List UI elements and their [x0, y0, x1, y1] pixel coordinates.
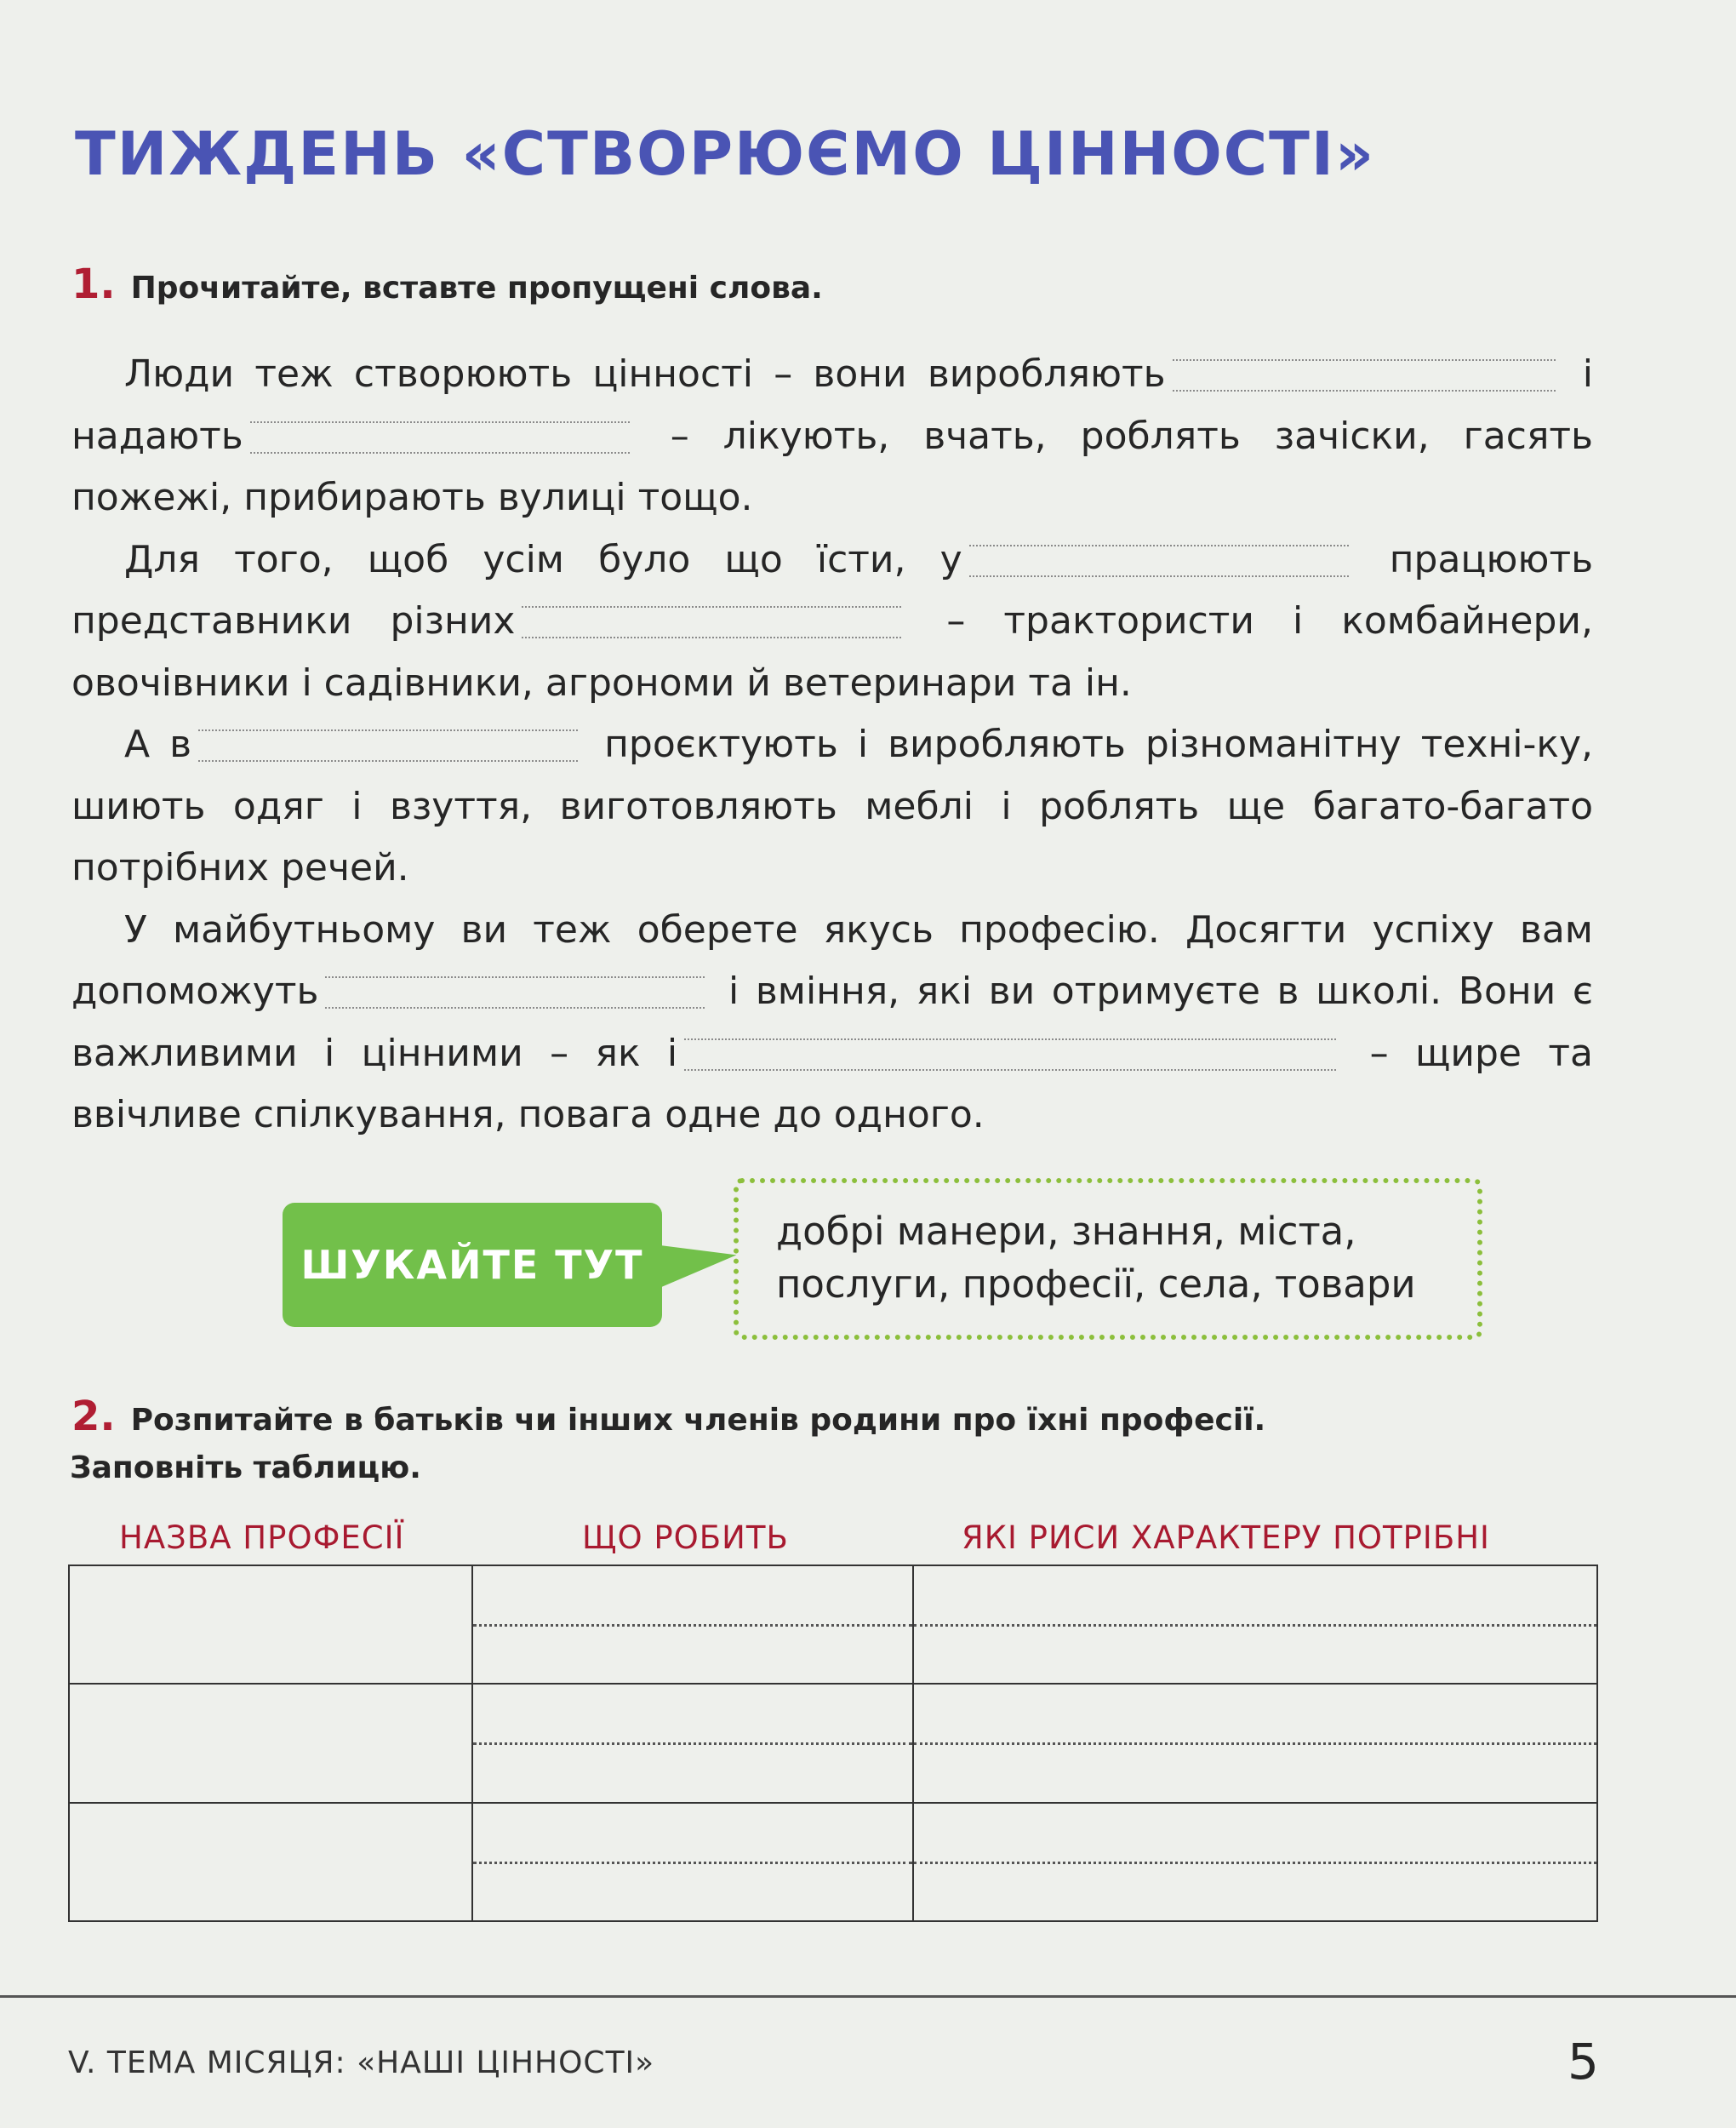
writing-line [914, 1862, 1596, 1864]
footer-section-title: V. ТЕМА МІСЯЦЯ: «НАШІ ЦІННОСТІ» [68, 2045, 655, 2080]
task-2-instruction-2: Заповніть таблицю. [70, 1450, 421, 1485]
task-1-text [71, 344, 1593, 1147]
cell-traits[interactable] [913, 1803, 1597, 1921]
cell-traits[interactable] [913, 1684, 1597, 1802]
hint-words-line-2: послуги, професії, села, товари [776, 1261, 1416, 1307]
task-2-heading [71, 1393, 1265, 1440]
page-title: ТИЖДЕНЬ «СТВОРЮЄМО ЦІННОСТІ» [75, 119, 1376, 189]
p3-text-b: проєктують і виробляють різноманітну техні-ку, шиють одяг і взуття, виготовляють меблі і роблять ще багато-багато потрібних речей. [71, 723, 1593, 890]
blank-6[interactable] [325, 976, 705, 1009]
hint-pointer [653, 1233, 740, 1289]
hint-words-line-1: добрі манери, знання, міста, [776, 1209, 1356, 1254]
cell-profession[interactable] [69, 1803, 472, 1921]
p4-text-a: У майбутньому ви теж оберете якусь професію. Досягти успіху вам допоможуть [71, 907, 1593, 1013]
table-row [69, 1565, 1597, 1684]
writing-line [473, 1862, 912, 1864]
page-number: 5 [1568, 2033, 1599, 2091]
task-1-instruction: Прочитайте, вставте пропущені слова. [130, 271, 823, 306]
cell-what-does[interactable] [472, 1684, 913, 1802]
blank-1[interactable] [1173, 359, 1556, 392]
p2-text-c: – трактористи і комбайнери, овочівники і садівники, агрономи й ветеринари та ін. [71, 599, 1593, 705]
table-row [69, 1684, 1597, 1802]
task-2-heading-2 [70, 1450, 421, 1485]
task-2-instruction-1: Розпитайте в батьків чи інших членів родини про їхні професії. [130, 1403, 1266, 1438]
p1-text-c: – лікують, вчать, роблять зачіски, гасять пожежі, прибирають вулиці тощо. [71, 414, 1593, 519]
profession-table [68, 1565, 1598, 1922]
writing-line [914, 1624, 1596, 1627]
task-1-heading [71, 260, 823, 308]
p2-text-a: Для того, щоб усім було що їсти, у [124, 537, 962, 581]
blank-2[interactable] [250, 421, 630, 454]
paragraph-3 [71, 714, 1593, 900]
cell-what-does[interactable] [472, 1803, 913, 1921]
paragraph-4 [71, 900, 1593, 1147]
task-2-number: 2. [71, 1393, 116, 1440]
blank-7[interactable] [684, 1038, 1336, 1071]
p1-text-b: і надають [71, 352, 1593, 458]
hint-word-bank [734, 1178, 1482, 1340]
cell-profession[interactable] [69, 1565, 472, 1684]
hint-label: ШУКАЙТЕ ТУТ [283, 1203, 662, 1327]
writing-line [473, 1742, 912, 1745]
table-row [69, 1803, 1597, 1921]
paragraph-1 [71, 344, 1593, 529]
blank-4[interactable] [522, 606, 901, 638]
blank-5[interactable] [198, 729, 578, 762]
writing-line [914, 1742, 1596, 1745]
p4-text-c: – щире та ввічливе спілкування, повага одне до одного. [71, 1031, 1593, 1136]
column-head-what-does: ЩО РОБИТЬ [582, 1519, 789, 1556]
paragraph-2 [71, 529, 1593, 715]
writing-line [473, 1624, 912, 1627]
cell-what-does[interactable] [472, 1565, 913, 1684]
cell-traits[interactable] [913, 1565, 1597, 1684]
p1-text-a: Люди теж створюють цінності – вони виробляють [124, 352, 1166, 396]
blank-3[interactable] [969, 545, 1349, 577]
column-head-profession: НАЗВА ПРОФЕСІЇ [119, 1519, 405, 1556]
task-1-number: 1. [71, 260, 116, 308]
p4-text-b: і вміння, які ви отримуєте в школі. Вони є важливими і цінними – як і [71, 970, 1593, 1075]
footer-divider [0, 1995, 1736, 1998]
column-head-traits: ЯКІ РИСИ ХАРАКТЕРУ ПОТРІБНІ [962, 1519, 1490, 1556]
p3-text-a: А в [124, 723, 192, 766]
p2-text-b: працюють представники різних [71, 537, 1593, 643]
cell-profession[interactable] [69, 1684, 472, 1802]
